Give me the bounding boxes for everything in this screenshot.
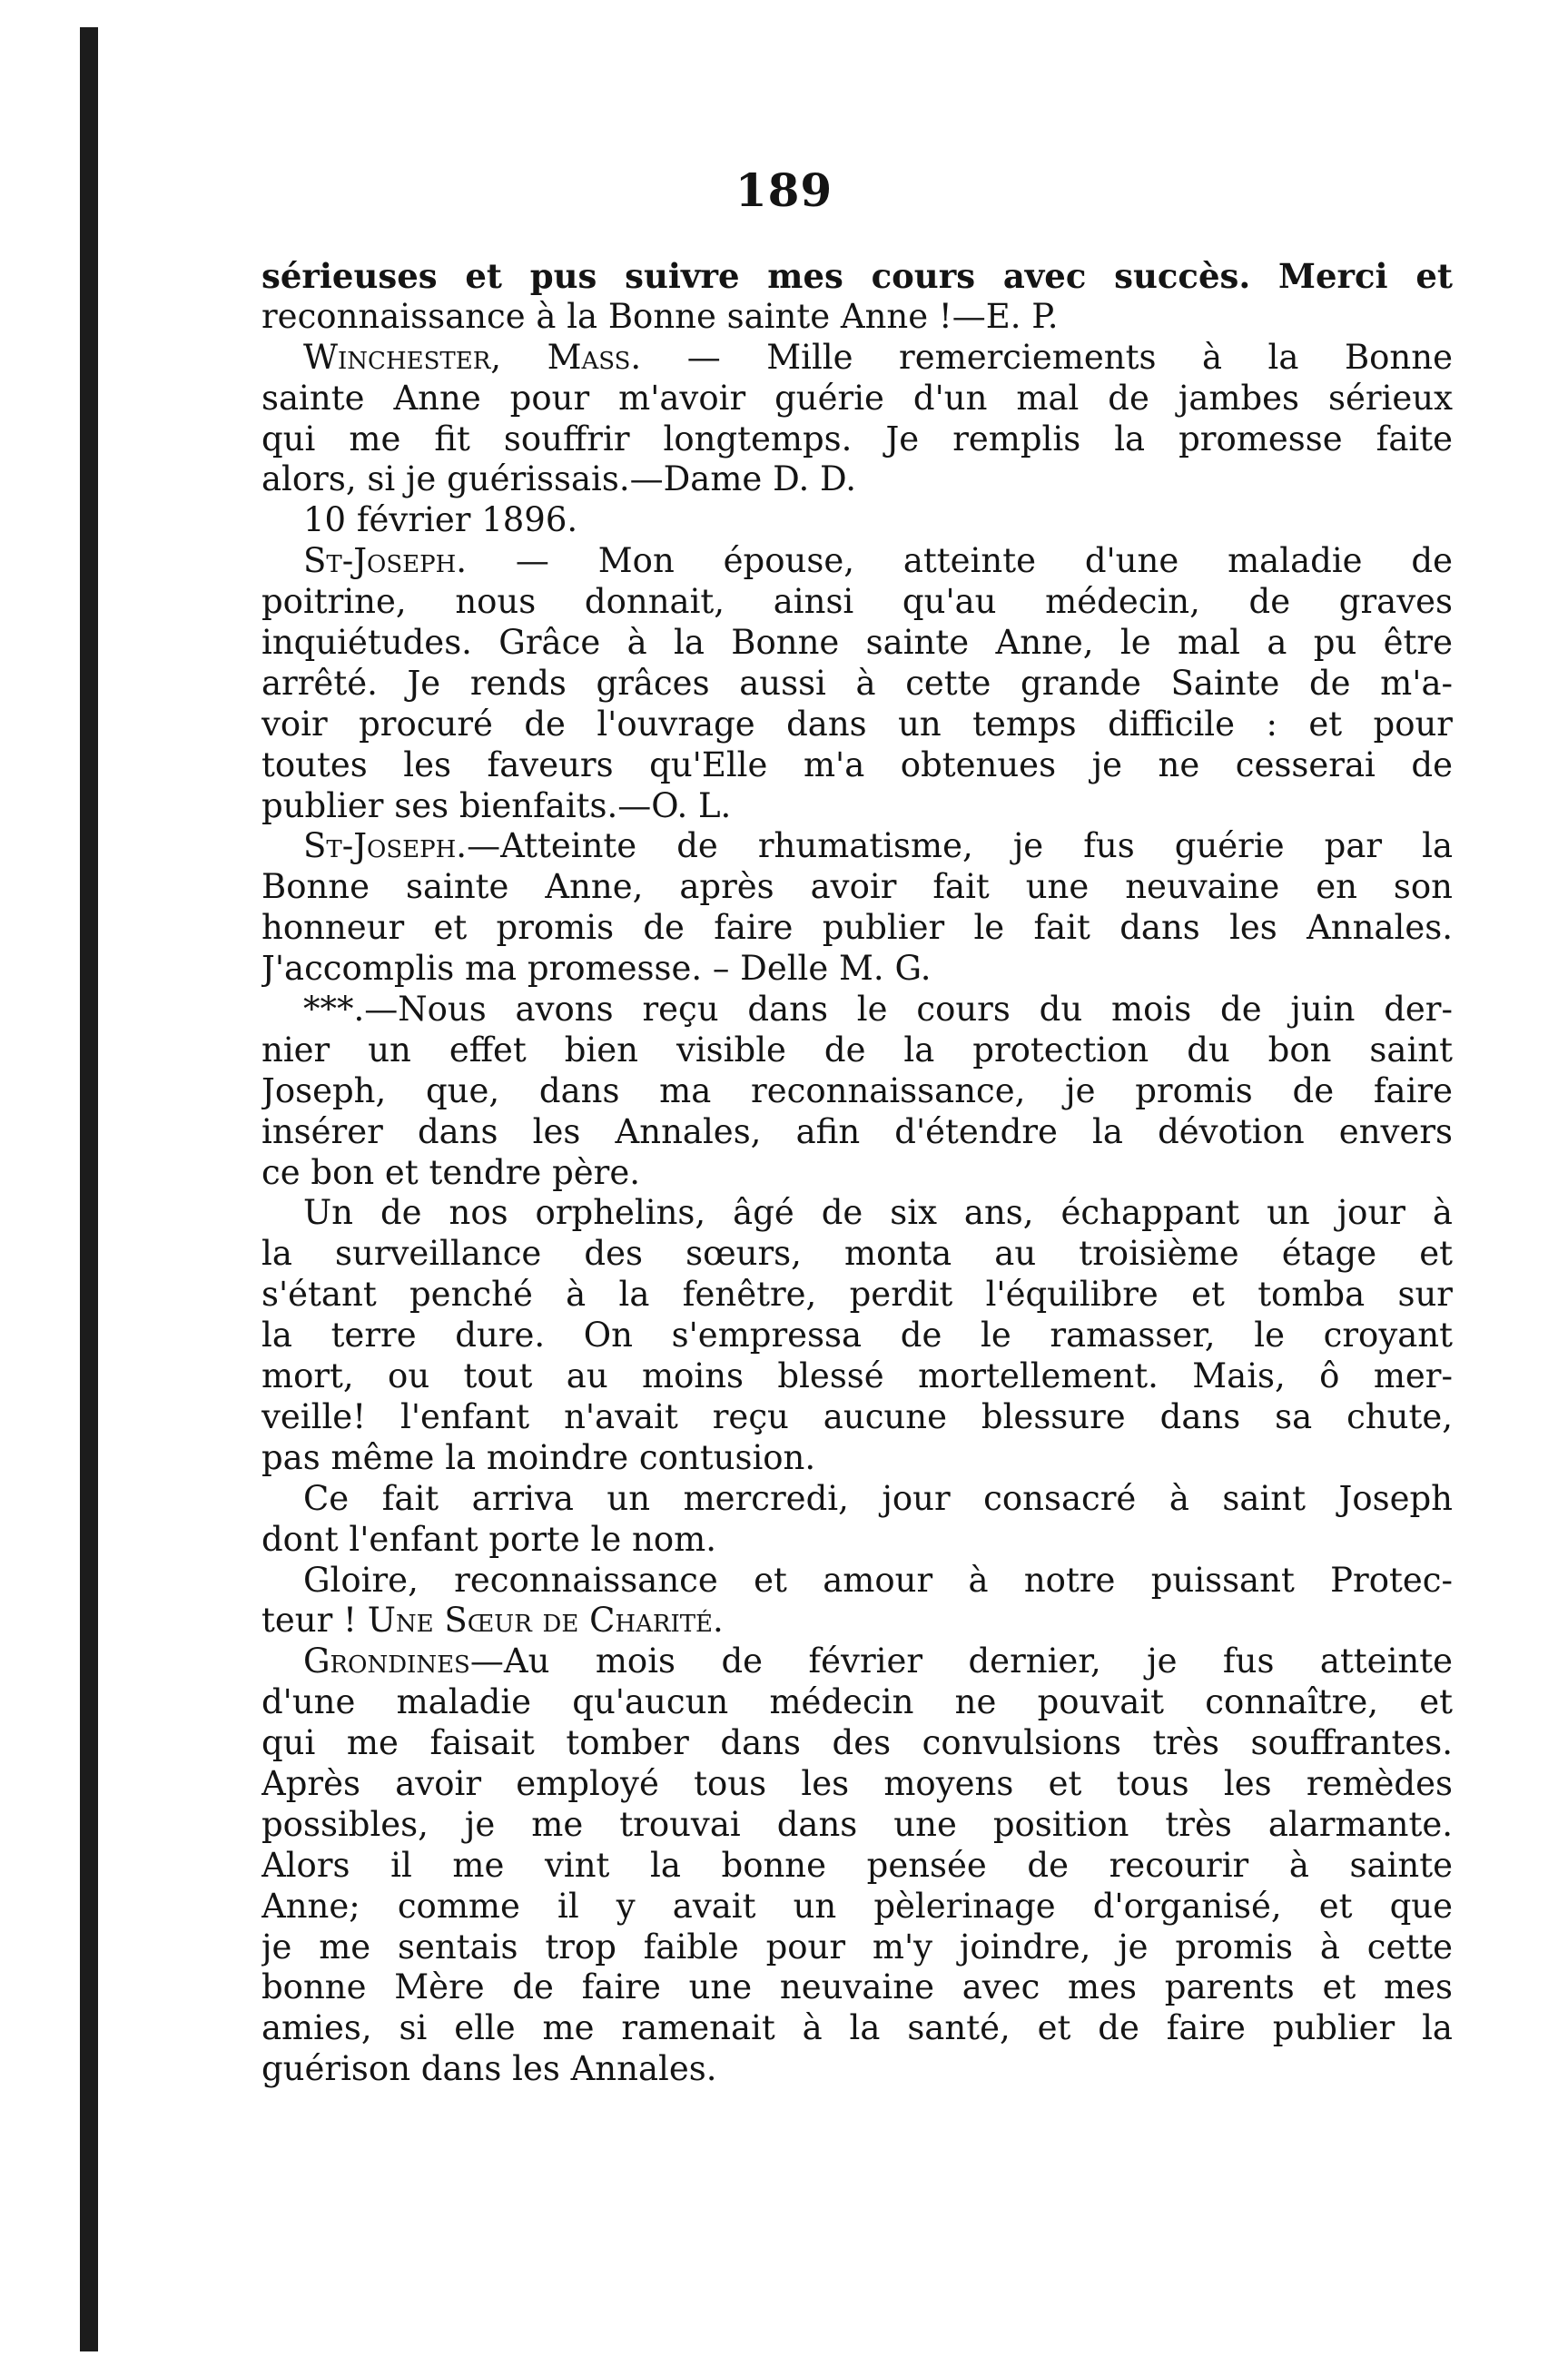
- text-segment: inquiétudes. Grâce à la Bonne sainte Anne, le mal a pu être: [261, 623, 1453, 663]
- text-line: [261, 1520, 1453, 1561]
- text-line: [261, 541, 1453, 582]
- text-segment: toutes les faveurs qu'Elle m'a obtenues je ne cesserai de: [261, 744, 1453, 784]
- text-segment: Alors il me vint la bonne pensée de recourir à sainte: [261, 1845, 1453, 1885]
- text-line: [261, 1764, 1453, 1805]
- text-segment: Anne; comme il y avait un pèlerinage d'organisé, et que: [261, 1886, 1453, 1926]
- text-line: [261, 1438, 1453, 1479]
- text-segment: sérieuses et pus suivre mes cours avec succès. Merci et: [261, 256, 1453, 296]
- text-segment: sainte Anne pour m'avoir guérie d'un mal de jambes sérieux: [261, 378, 1453, 418]
- text-segment: —Au mois de février dernier, je fus atteinte: [469, 1641, 1453, 1681]
- text-segment: — Mille remerciements à la Bonne: [641, 337, 1453, 377]
- text-line: [261, 1397, 1453, 1438]
- text-line: [261, 705, 1453, 745]
- text-line: [261, 1723, 1453, 1764]
- text-segment: Une Sœur de Charité.: [367, 1601, 724, 1641]
- text-segment: Winchester, Mass.: [303, 337, 642, 377]
- text-segment: alors, si je guérissais.—Dame D. D.: [261, 459, 857, 499]
- text-line: [261, 1967, 1453, 2008]
- text-line: [261, 419, 1453, 460]
- text-line: [261, 500, 1453, 541]
- text-segment: Un de nos orphelins, âgé de six ans, échappant un jour à: [303, 1193, 1453, 1233]
- text-line: [261, 1112, 1453, 1153]
- text-segment: —Atteinte de rhumatisme, je fus guérie par la: [467, 826, 1453, 866]
- text-segment: Grondines: [303, 1641, 470, 1681]
- text-line: [261, 1682, 1453, 1723]
- text-line: [261, 786, 1453, 827]
- text-segment: poitrine, nous donnait, ainsi qu'au médecin, de graves: [261, 582, 1453, 622]
- text-segment: Ce fait arriva un mercredi, jour consacré à saint Joseph: [303, 1478, 1453, 1518]
- text-line: [261, 990, 1453, 1030]
- text-segment: qui me faisait tomber dans des convulsions très souffrantes.: [261, 1723, 1453, 1763]
- text-line: [261, 623, 1453, 664]
- text-segment: — Mon épouse, atteinte d'une maladie de: [467, 541, 1453, 581]
- text-line: [261, 2049, 1453, 2090]
- text-segment: Joseph, que, dans ma reconnaissance, je promis de faire: [261, 1070, 1453, 1110]
- text-line: [261, 1927, 1453, 1968]
- text-segment: la surveillance des sœurs, monta au troisième étage et: [261, 1234, 1453, 1274]
- text-segment: d'une maladie qu'aucun médecin ne pouvait connaître, et: [261, 1682, 1453, 1722]
- text-line: [261, 1641, 1453, 1682]
- text-segment: ce bon et tendre père.: [261, 1152, 641, 1192]
- text-segment: St-Joseph.: [303, 826, 468, 866]
- text-line: [261, 582, 1453, 623]
- text-segment: voir procuré de l'ouvrage dans un temps difficile : et pour: [261, 704, 1453, 744]
- text-line: [261, 1275, 1453, 1316]
- text-line: [261, 2008, 1453, 2049]
- text-line: [261, 1805, 1453, 1846]
- text-segment: s'étant penché à la fenêtre, perdit l'équilibre et tomba sur: [261, 1275, 1453, 1315]
- text-line: [261, 1316, 1453, 1356]
- text-segment: 10 février 1896.: [303, 500, 578, 540]
- text-segment: amies, si elle me ramenait à la santé, et de faire publier la: [261, 2008, 1453, 2048]
- text-block: [261, 256, 1453, 2090]
- text-line: [261, 1030, 1453, 1071]
- text-line: [261, 949, 1453, 990]
- text-segment: nier un effet bien visible de la protection du bon saint: [261, 1030, 1453, 1070]
- text-segment: dont l'enfant porte le nom.: [261, 1519, 716, 1559]
- text-segment: J'accomplis ma promesse. – Delle M. G.: [261, 949, 932, 989]
- text-segment: je me sentais trop faible pour m'y joindre, je promis à cette: [261, 1927, 1453, 1967]
- binding-edge: [80, 27, 98, 2351]
- text-line: [261, 459, 1453, 500]
- text-segment: insérer dans les Annales, afin d'étendre la dévotion envers: [261, 1111, 1453, 1151]
- text-segment: arrêté. Je rends grâces aussi à cette grande Sainte de m'a-: [261, 663, 1453, 703]
- text-segment: pas même la moindre contusion.: [261, 1437, 816, 1477]
- text-line: [261, 1479, 1453, 1520]
- text-segment: veille! l'enfant n'avait reçu aucune blessure dans sa chute,: [261, 1396, 1453, 1436]
- text-segment: bonne Mère de faire une neuvaine avec mes parents et mes: [261, 1967, 1453, 2007]
- text-line: [261, 338, 1453, 379]
- text-segment: honneur et promis de faire publier le fait dans les Annales.: [261, 908, 1453, 948]
- text-line: [261, 1356, 1453, 1397]
- text-segment: la terre dure. On s'empressa de le ramasser, le croyant: [261, 1316, 1453, 1356]
- text-line: [261, 1887, 1453, 1927]
- text-line: [261, 826, 1453, 867]
- text-segment: publier ses bienfaits.—O. L.: [261, 785, 732, 825]
- text-line: [261, 745, 1453, 786]
- text-segment: ***.—Nous avons reçu dans le cours du mois de juin der-: [303, 990, 1453, 1030]
- text-line: [261, 1561, 1453, 1602]
- page-number: 189: [735, 163, 833, 217]
- text-line: [261, 256, 1453, 297]
- text-line: [261, 1601, 1453, 1641]
- text-line: [261, 379, 1453, 419]
- text-segment: mort, ou tout au moins blessé mortellement. Mais, ô mer-: [261, 1356, 1453, 1396]
- text-segment: qui me fit souffrir longtemps. Je remplis la promesse faite: [261, 419, 1453, 458]
- text-line: [261, 1234, 1453, 1275]
- text-segment: Après avoir employé tous les moyens et tous les remèdes: [261, 1763, 1453, 1803]
- text-segment: Gloire, reconnaissance et amour à notre puissant Protec-: [303, 1560, 1453, 1600]
- text-segment: guérison dans les Annales.: [261, 2049, 717, 2089]
- text-line: [261, 908, 1453, 949]
- text-line: [261, 1071, 1453, 1112]
- text-line: [261, 1846, 1453, 1887]
- text-line: [261, 867, 1453, 908]
- text-line: [261, 1153, 1453, 1194]
- text-segment: Bonne sainte Anne, après avoir fait une neuvaine en son: [261, 867, 1453, 907]
- text-segment: reconnaissance à la Bonne sainte Anne !—E. P.: [261, 296, 1059, 336]
- text-segment: possibles, je me trouvai dans une position très alarmante.: [261, 1804, 1453, 1844]
- text-segment: St-Joseph.: [303, 541, 468, 581]
- text-line: [261, 1193, 1453, 1234]
- text-segment: teur !: [261, 1601, 368, 1641]
- text-line: [261, 297, 1453, 338]
- text-line: [261, 664, 1453, 705]
